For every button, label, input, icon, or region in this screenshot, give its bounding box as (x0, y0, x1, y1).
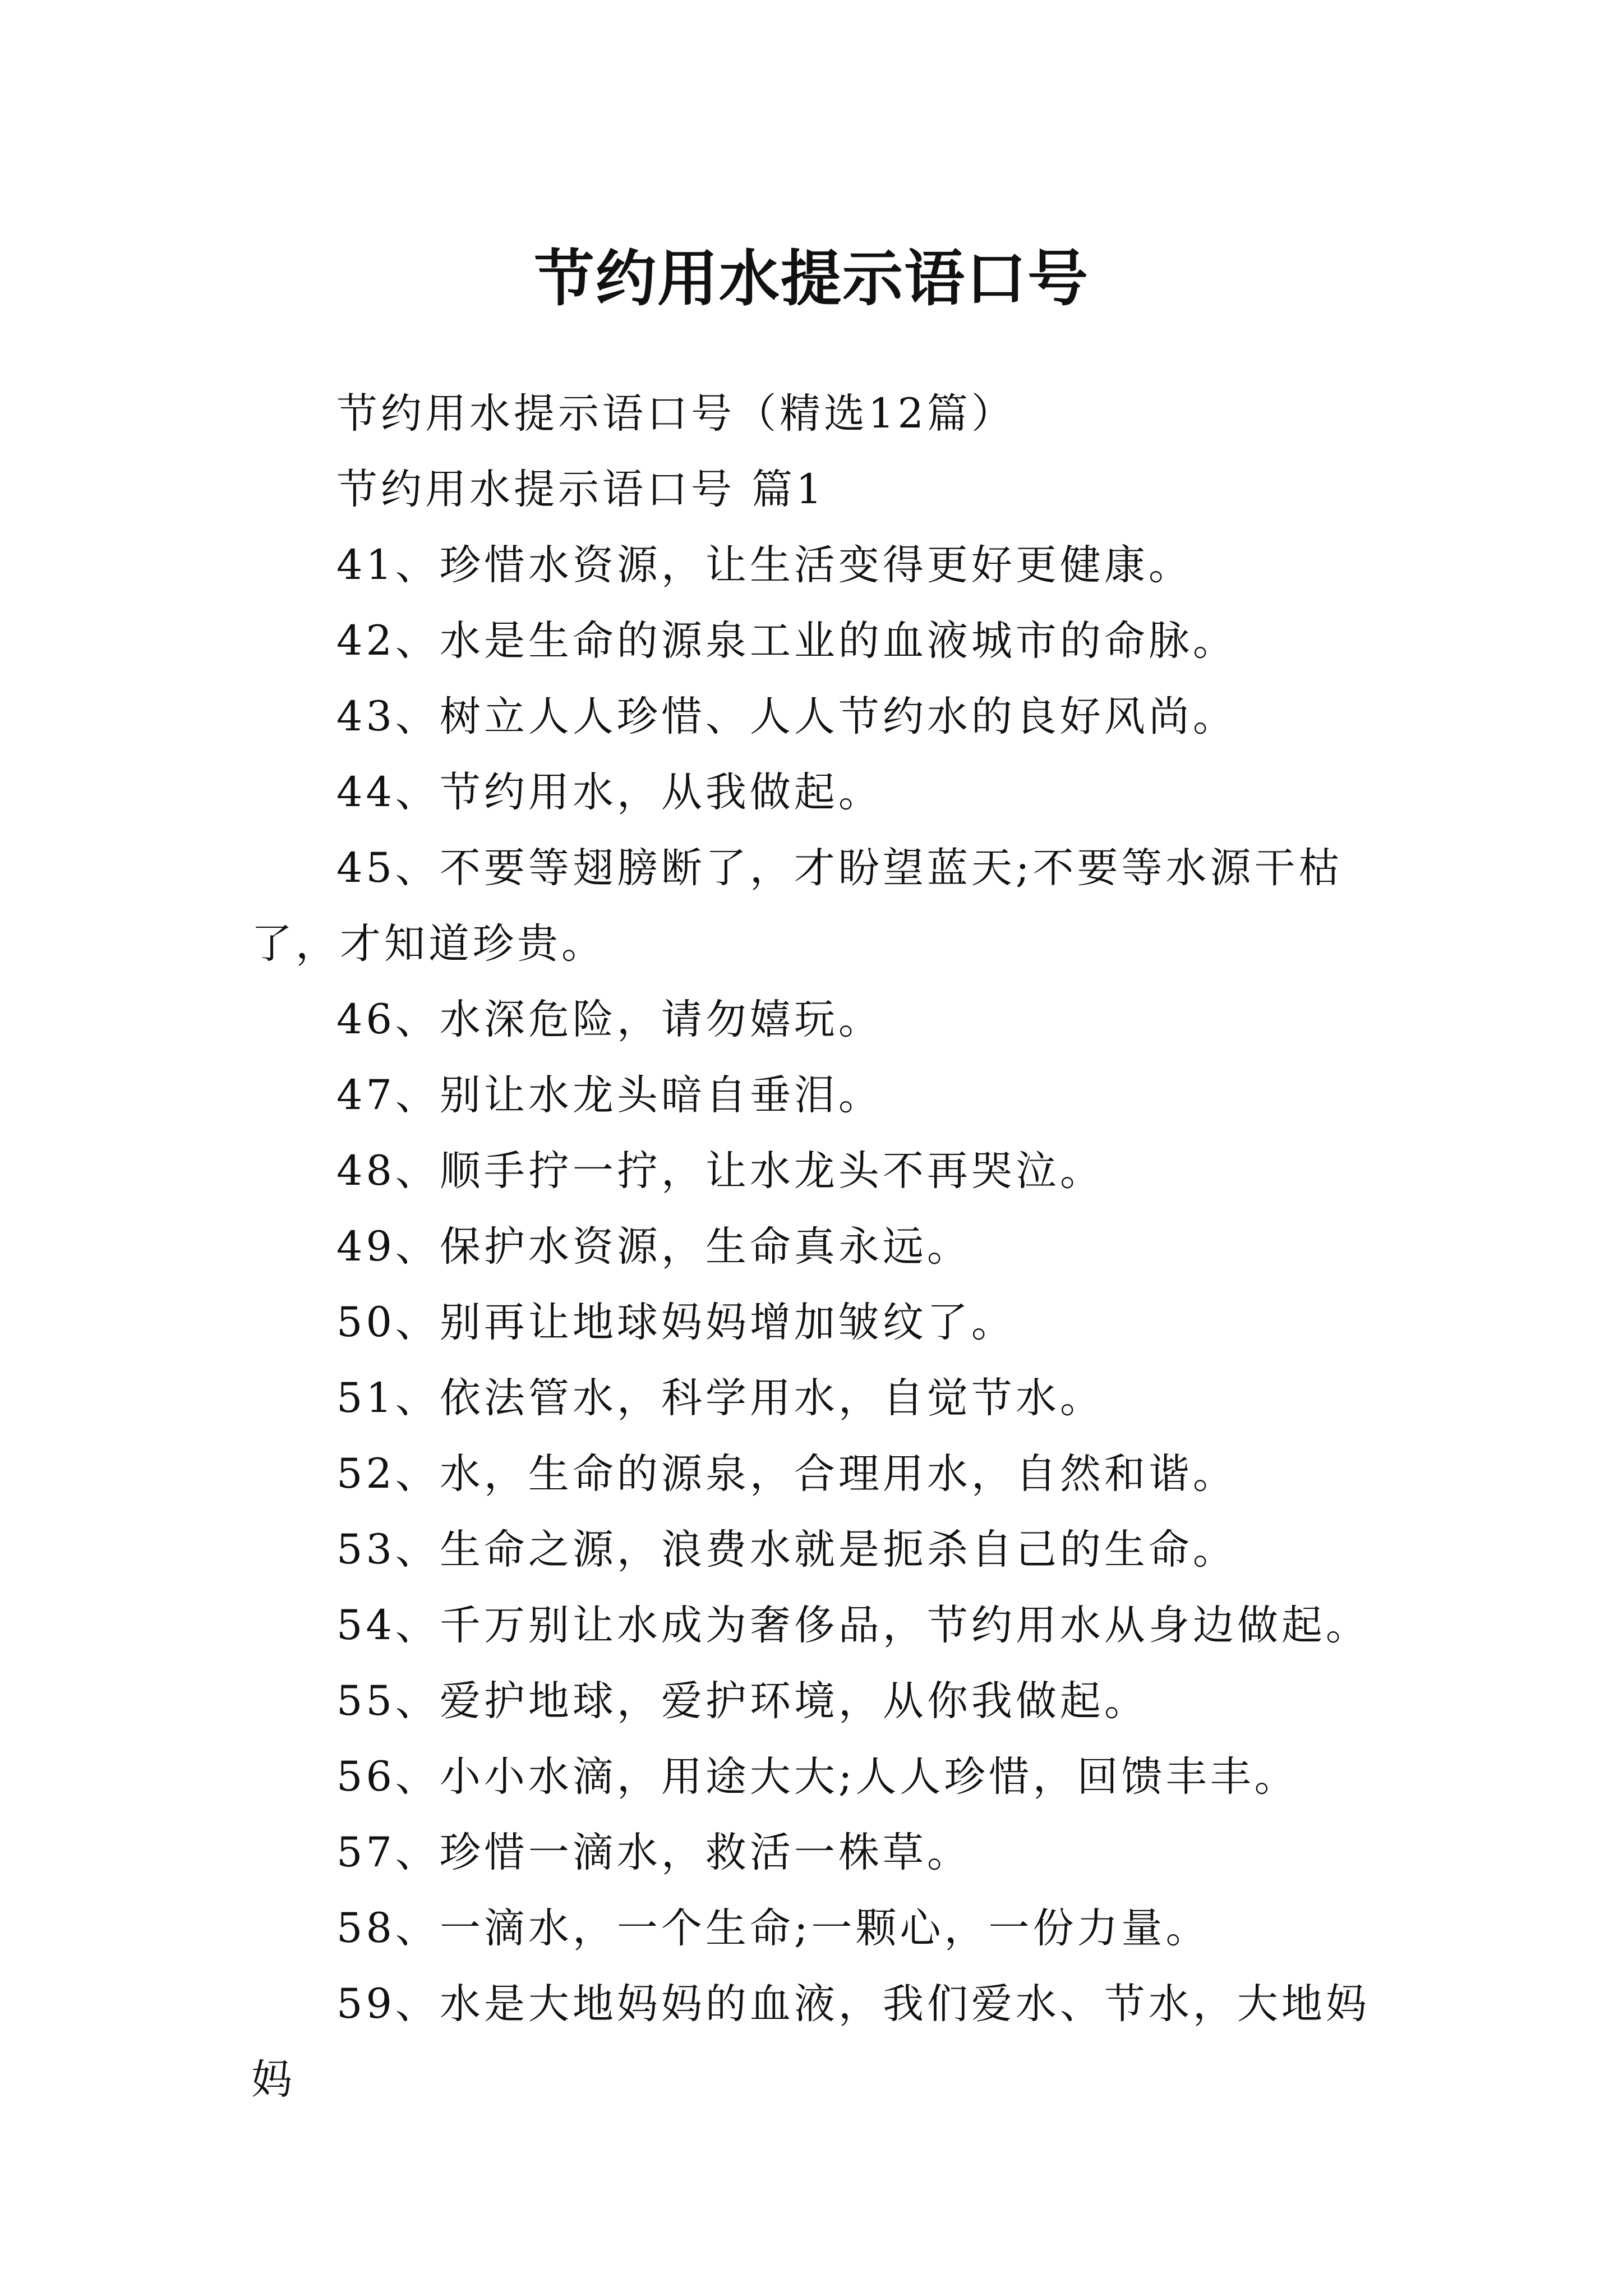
slogan-48: 48、顺手拧一拧，让水龙头不再哭泣。 (336, 1147, 1104, 1195)
slogan-52: 52、水，生命的源泉，合理用水，自然和谐。 (336, 1450, 1237, 1498)
slogan-57: 57、珍惜一滴水，救活一株草。 (336, 1829, 971, 1876)
slogan-51: 51、依法管水，科学用水，自觉节水。 (336, 1374, 1104, 1422)
slogan-44: 44、节约用水，从我做起。 (336, 769, 883, 816)
slogan-45: 45、不要等翅膀断了，才盼望蓝天;不要等水源干枯了，才知道珍贵。 (251, 844, 1343, 968)
slogan-49: 49、保护水资源，生命真永远。 (336, 1223, 971, 1271)
document-body (251, 376, 1412, 2118)
slogan-59: 59、水是大地妈妈的血液，我们爱水、节水，大地妈妈 (251, 1980, 1370, 2104)
slogan-43: 43、树立人人珍惜、人人节约水的良好风尚。 (336, 693, 1237, 740)
slogan-42: 42、水是生命的源泉工业的血液城市的命脉。 (336, 617, 1237, 665)
slogan-53: 53、生命之源，浪费水就是扼杀自己的生命。 (336, 1526, 1237, 1573)
slogan-46: 46、水深危险，请勿嬉玩。 (336, 996, 883, 1043)
slogan-56: 56、小小水滴，用途大大;人人珍惜，回馈丰丰。 (336, 1753, 1299, 1801)
slogan-58: 58、一滴水，一个生命;一颗心，一份力量。 (336, 1904, 1210, 1952)
slogan-50: 50、别再让地球妈妈增加皱纹了。 (336, 1299, 1016, 1346)
slogan-54: 54、千万别让水成为奢侈品，节约用水从身边做起。 (336, 1602, 1370, 1649)
slogan-47: 47、别让水龙头暗自垂泪。 (336, 1071, 883, 1119)
paragraph-subtitle: 节约用水提示语口号（精选12篇） (336, 390, 1016, 438)
paragraph-section-heading: 节约用水提示语口号 篇1 (336, 466, 826, 513)
document-title: 节约用水提示语口号 (533, 243, 1089, 315)
slogan-41: 41、珍惜水资源，让生活变得更好更健康。 (336, 541, 1193, 589)
slogan-55: 55、爱护地球，爱护环境，从你我做起。 (336, 1677, 1149, 1725)
